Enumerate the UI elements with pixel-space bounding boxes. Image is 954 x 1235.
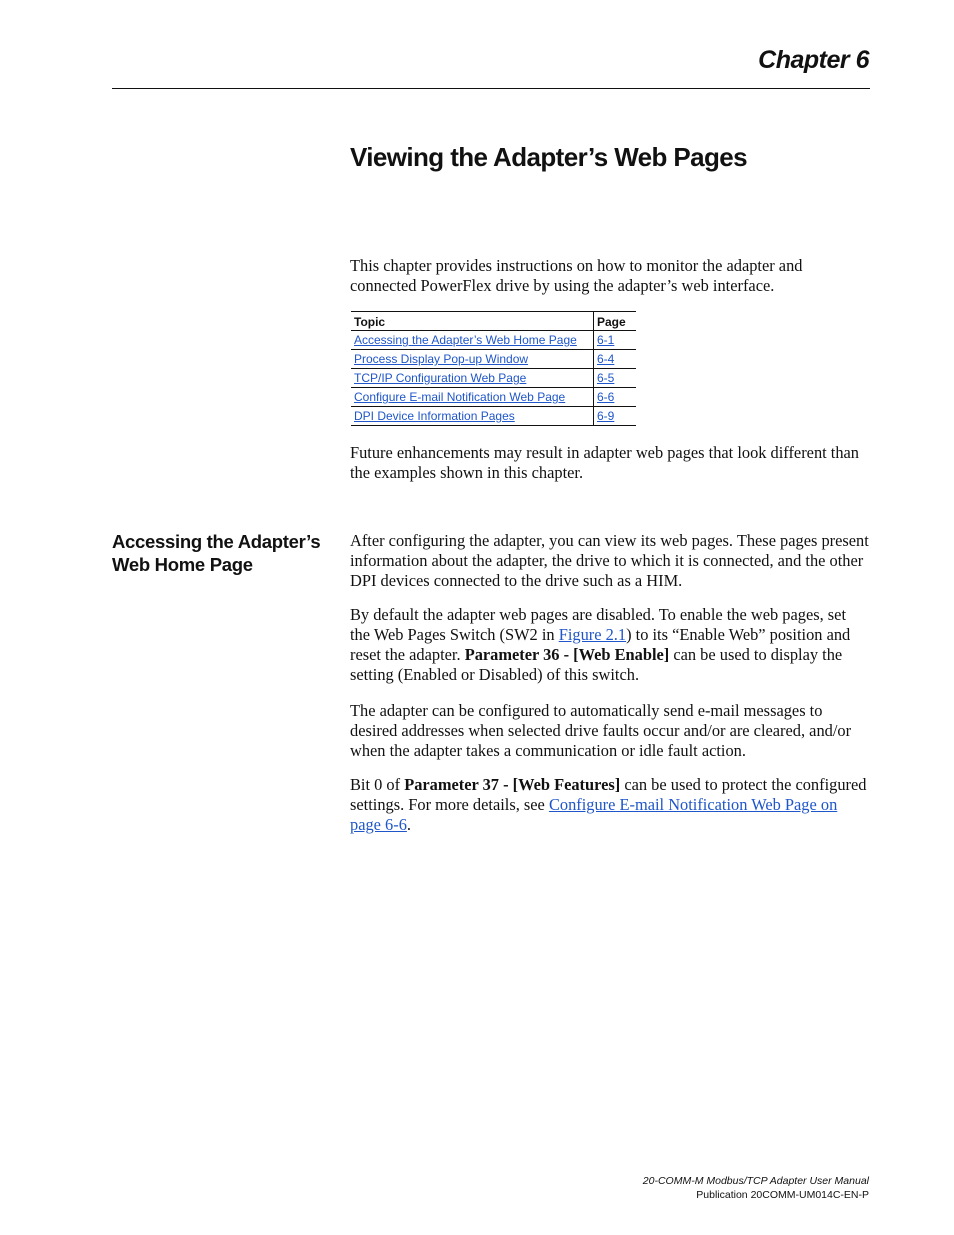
table-row bbox=[351, 369, 636, 388]
page-link-email-notification[interactable]: 6-6 bbox=[597, 390, 615, 404]
topic-link-tcpip-config[interactable]: TCP/IP Configuration Web Page bbox=[354, 371, 527, 385]
topic-link-process-display[interactable]: Process Display Pop-up Window bbox=[354, 352, 529, 366]
paragraph-text: ) to its “Enable Web” position and reset the adapter. bbox=[350, 625, 851, 664]
publication-number: Publication 20COMM-UM014C-EN-P bbox=[696, 1189, 869, 1201]
intro-paragraph: This chapter provides instructions on how to monitor the adapter and connected PowerFlex drive by using the adapter’s web interface. bbox=[350, 256, 803, 295]
section-paragraph-2 bbox=[350, 605, 870, 685]
paragraph-text: By default the adapter web pages are disabled. To enable the web pages, set the Web Pages Switch (SW2 in bbox=[350, 605, 846, 644]
table-row bbox=[351, 388, 636, 407]
topic-link-email-notification[interactable]: Configure E-mail Notification Web Page bbox=[354, 390, 566, 404]
section-paragraph-1: After configuring the adapter, you can view its web pages. These pages present information about the adapter, the drive to which it is connected, and the other DPI devices connected to the drive such as a HIM. bbox=[350, 531, 869, 590]
topic-link-web-home[interactable]: Accessing the Adapter’s Web Home Page bbox=[354, 333, 577, 347]
paragraph-text: can be used to display the setting (Enabled or Disabled) of this switch. bbox=[350, 645, 843, 684]
page-link-dpi-device[interactable]: 6-9 bbox=[597, 409, 615, 423]
chapter-number: 6 bbox=[855, 46, 869, 74]
section-heading: Accessing the Adapter’s Web Home Page bbox=[112, 531, 321, 575]
email-notification-link[interactable]: Configure E-mail Notification Web Page on page 6-6 bbox=[350, 795, 838, 834]
chapter-label bbox=[758, 46, 869, 75]
paragraph-text: can be used to protect the configured settings. For more details, see bbox=[350, 775, 867, 814]
page-link-process-display[interactable]: 6-4 bbox=[597, 352, 615, 366]
page-link-tcpip-config[interactable]: 6-5 bbox=[597, 371, 615, 385]
table-header-row bbox=[351, 312, 636, 331]
manual-title: 20-COMM-M Modbus/TCP Adapter User Manual bbox=[642, 1175, 869, 1187]
header-rule bbox=[112, 88, 870, 89]
table-row bbox=[351, 407, 636, 426]
topic-column-header: Topic bbox=[351, 312, 594, 331]
page-column-header: Page bbox=[594, 312, 637, 331]
topic-link-dpi-device[interactable]: DPI Device Information Pages bbox=[354, 409, 515, 423]
paragraph-text: Bit 0 of bbox=[350, 775, 405, 794]
section-paragraph-4 bbox=[350, 775, 870, 835]
page-link-web-home[interactable]: 6-1 bbox=[597, 333, 615, 347]
future-enhancements-paragraph: Future enhancements may result in adapter web pages that look different than the examples shown in this chapter. bbox=[350, 443, 860, 482]
table-row bbox=[351, 331, 636, 350]
paragraph-text: . bbox=[406, 815, 411, 834]
figure-link[interactable]: Figure 2.1 bbox=[558, 625, 627, 644]
chapter-word: Chapter bbox=[758, 46, 850, 74]
topics-table bbox=[351, 311, 636, 426]
table-row bbox=[351, 350, 636, 369]
page-title: Viewing the Adapter’s Web Pages bbox=[350, 142, 748, 172]
parameter-name: Parameter 37 - [Web Features] bbox=[404, 775, 621, 794]
page-footer bbox=[643, 1174, 869, 1202]
section-paragraph-3: The adapter can be configured to automatically send e-mail messages to desired addresses when selected drive faults occur and/or are cleared, and/or when the adapter takes a communication or idle fault action. bbox=[350, 701, 852, 760]
parameter-name: Parameter 36 - [Web Enable] bbox=[464, 645, 670, 664]
